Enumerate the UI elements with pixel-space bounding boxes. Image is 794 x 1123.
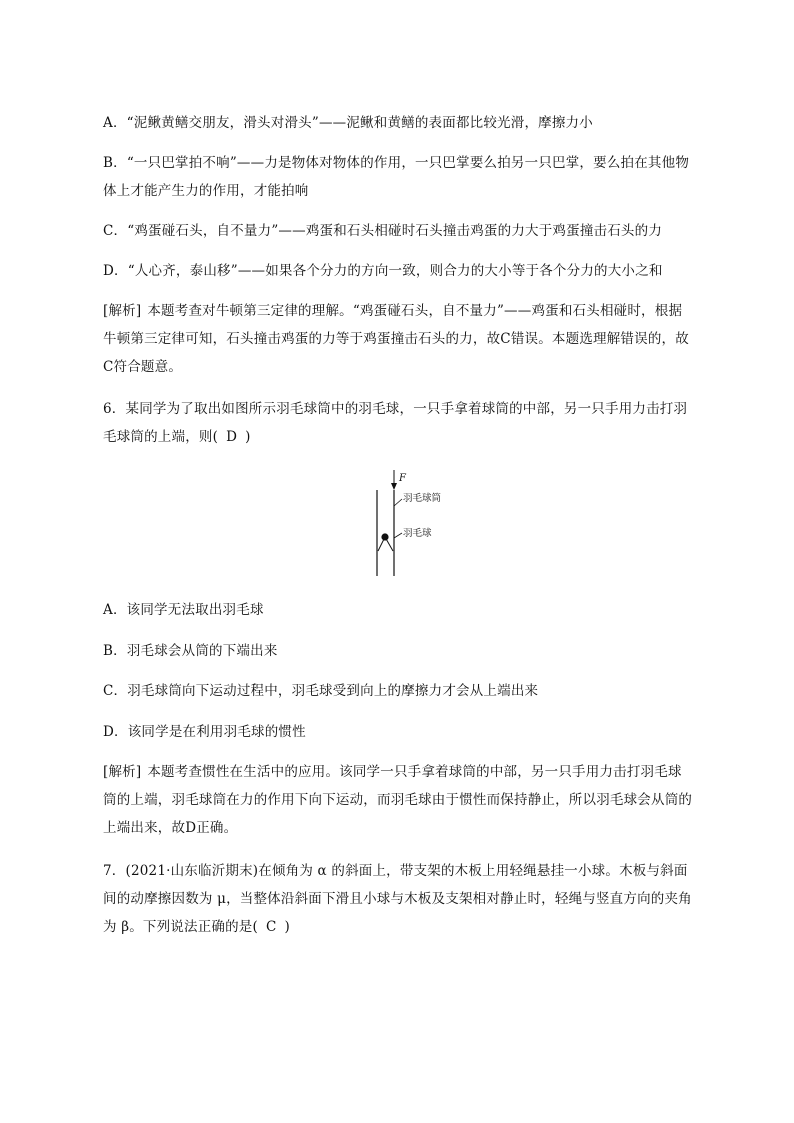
question-text: 7．(2021·山东临沂期末)在倾角为 α 的斜面上，带支架的木板上用轻绳悬挂一小球。木板与斜面间的动摩擦因数为 μ，当整体沿斜面下滑且小球与木板及支架相对静止时，轻绳与竖直方向的夹角为 β。下列说法正确的是(: [103, 863, 692, 935]
q5-option-d: D．“人心齐，泰山移”——如果各个分力的方向一致，则合力的大小等于各个分力的大小之和: [103, 263, 663, 279]
q6-option-c: C．羽毛球筒向下运动过程中，羽毛球受到向上的摩擦力才会从上端出来: [103, 683, 539, 699]
shuttlecock-feather-right: [385, 537, 393, 551]
ball-label-leader: [394, 533, 402, 538]
q5-option-b: B．“一只巴掌拍不响”——力是物体对物体的作用，一只巴掌要么拍另一只巴掌，要么拍在其他物体上才能产生力的作用，才能拍响: [103, 155, 690, 199]
q6-option-d: D．该同学是在利用羽毛球的惯性: [103, 724, 306, 740]
q6-option-b: B．羽毛球会从筒的下端出来: [103, 643, 278, 659]
force-arrow-head: [391, 483, 397, 490]
q6-analysis: [103, 758, 695, 842]
answer-letter: C: [265, 919, 277, 935]
q5-analysis: [103, 297, 695, 381]
badminton-tube-figure: [352, 466, 472, 578]
tube-label: 羽毛球筒: [403, 493, 442, 504]
q6-option-a: A．该同学无法取出羽毛球: [103, 602, 264, 618]
answer-letter: D: [226, 429, 238, 445]
q5-option-a: A．“泥鳅黄鳝交朋友，滑头对滑头”——泥鳅和黄鳝的表面都比较光滑，摩擦力小: [103, 115, 593, 131]
ball-label: 羽毛球: [403, 528, 432, 539]
tube-label-leader: [394, 499, 402, 506]
tube-diagram: [352, 466, 472, 578]
q6-stem: [103, 395, 695, 451]
question-text: 6．某同学为了取出如图所示羽毛球筒中的羽毛球，一只手拿着球筒的中部，另一只手用力击打羽毛球筒的上端，则(: [103, 401, 688, 445]
q5-option-c: C．“鸡蛋碰石头，自不量力”——鸡蛋和石头相碰时石头撞击鸡蛋的力大于鸡蛋撞击石头的力: [103, 223, 663, 239]
close-paren: ): [245, 429, 251, 445]
analysis-tag: [解析]: [103, 303, 142, 319]
close-paren: ): [284, 919, 290, 935]
analysis-text: 本题考查惯性在生活中的应用。该同学一只手拿着球筒的中部，另一只手用力击打羽毛球筒的上端，羽毛球筒在力的作用下向下运动，而羽毛球由于惯性而保持静止，所以羽毛球会从筒的上端出来，故D正确。: [103, 764, 693, 836]
analysis-tag: [解析]: [103, 764, 142, 780]
analysis-text: 本题考查对牛顿第三定律的理解。“鸡蛋碰石头，自不量力”——鸡蛋和石头相碰时，根据牛顿第三定律可知，石头撞击鸡蛋的力等于鸡蛋撞击石头的力，故C错误。本题选理解错误的，故C符合题意。: [103, 303, 689, 375]
force-label: F: [399, 473, 406, 484]
q7-stem: [103, 857, 695, 941]
shuttlecock-feather-left: [378, 537, 385, 551]
